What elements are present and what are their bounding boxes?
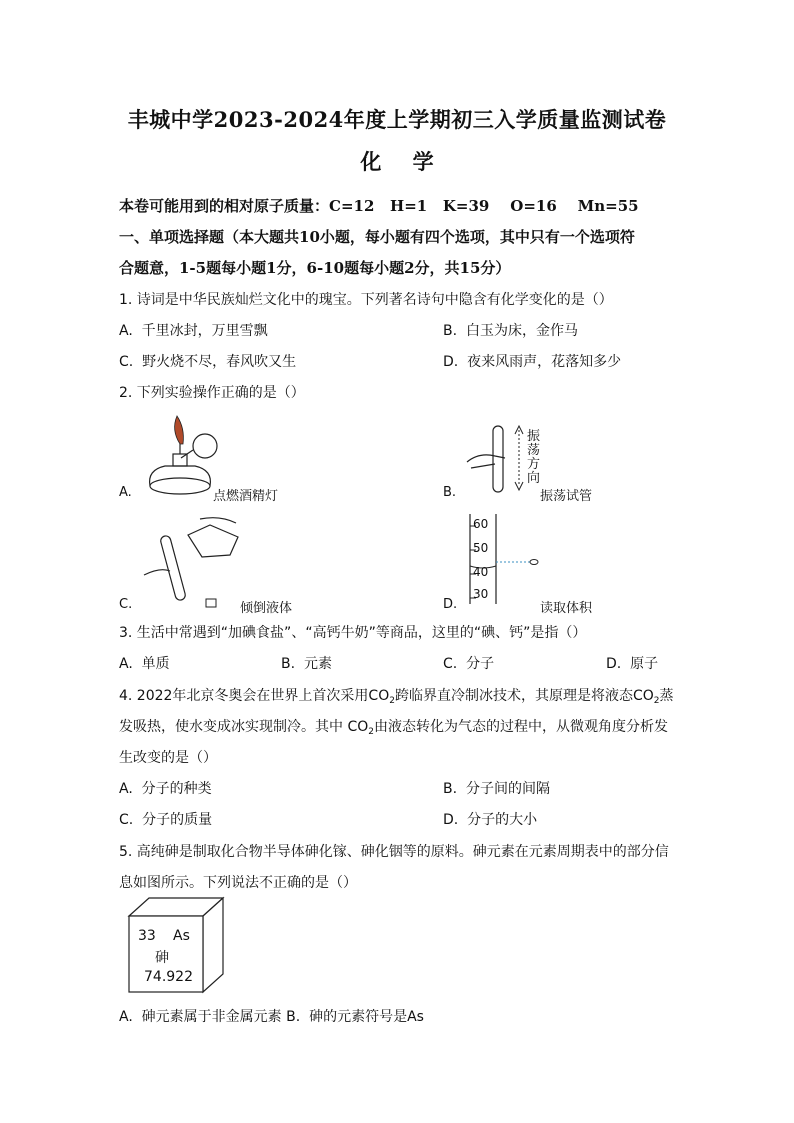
q3-stem: 3. 生活中常遇到“加碘食盐”、“高钙牛奶”等商品，这里的“碘、钙”是指（） (119, 625, 587, 641)
q4-stem-line2 (119, 716, 668, 737)
q4-sub-a: 2 (389, 696, 395, 706)
q4-l1c: 蒸 (659, 688, 674, 704)
q4-stem-line3: 生改变的是（） (119, 750, 217, 766)
q1-option-d: D. 夜来风雨声，花落知多少 (443, 354, 622, 370)
q2-d-letter: D. (443, 597, 458, 612)
q1-stem: 1. 诗词是中华民族灿烂文化中的瑰宝。下列著名诗句中隐含有化学变化的是（） (119, 292, 613, 308)
shake-direction-char-4: 向 (527, 471, 541, 486)
element-symbol: As (173, 928, 190, 944)
q2-c-letter: C. (119, 597, 133, 612)
subject-title: 化 学 (360, 149, 434, 174)
cylinder-tick-30: 30 (473, 587, 489, 601)
q2-a-caption: 点燃酒精灯 (213, 489, 279, 504)
shake-direction-char-1: 振 (527, 429, 541, 444)
q4-l1a: 4. 2022年北京冬奥会在世界上首次采用CO (119, 688, 390, 704)
q5-options-ab: A. 砷元素属于非金属元素 B. 砷的元素符号是As (119, 1009, 424, 1025)
q4-sub-b: 2 (653, 696, 660, 706)
q1-option-b: B. 白玉为床，金作马 (443, 323, 578, 339)
element-name: 砷 (155, 950, 169, 966)
q4-option-c: C. 分子的质量 (119, 812, 213, 828)
q4-l1b: 跨临界直冷制冰技术，其原理是将液态CO (394, 688, 654, 704)
q2-c-caption: 倾倒液体 (240, 601, 293, 616)
q4-option-d: D. 分子的大小 (443, 812, 538, 828)
section1-heading-line2: 合题意，1-5题每小题1分，6-10题每小题2分，共15分） (119, 259, 511, 277)
q2-d-caption: 读取体积 (540, 601, 593, 616)
element-atomic-mass: 74.922 (144, 969, 193, 985)
atomic-masses: 本卷可能用到的相对原子质量：C=12 H=1 K=39 O=16 Mn=55 (119, 197, 639, 215)
exam-title: 丰城中学2023-2024年度上学期初三入学质量监测试卷 (127, 107, 667, 132)
section1-heading-line1: 一、单项选择题（本大题共10小题，每小题有四个选项，其中只有一个选项符 (119, 228, 635, 246)
q3-option-d: D. 原子 (606, 656, 659, 672)
q2-stem: 2. 下列实验操作正确的是（） (119, 385, 305, 401)
q2-a-letter: A. (119, 485, 132, 500)
q4-option-a: A. 分子的种类 (119, 781, 212, 797)
q1-option-c: C. 野火烧不尽，春风吹又生 (119, 354, 297, 370)
cylinder-tick-40: 40 (473, 565, 489, 579)
shake-direction-char-3: 方 (527, 457, 541, 472)
q4-sub-c: 2 (368, 727, 374, 737)
q2-b-letter: B. (443, 485, 457, 500)
q4-option-b: B. 分子间的间隔 (443, 781, 550, 797)
cylinder-tick-60: 60 (473, 517, 489, 531)
pouring-liquid-illustration (140, 515, 250, 610)
q4-stem-line1 (119, 685, 674, 706)
alcohol-lamp-illustration (135, 410, 225, 500)
cylinder-tick-50: 50 (473, 541, 489, 555)
q2-b-caption: 振荡试管 (540, 489, 593, 504)
shake-direction-char-2: 荡 (527, 443, 541, 458)
q4-l2: 发吸热，使水变成冰实现制冷。其中 CO (119, 719, 369, 735)
q1-option-a: A. 千里冰封，万里雪飘 (119, 323, 268, 339)
element-atomic-number: 33 (138, 928, 156, 944)
q5-stem-line1: 5. 高纯砷是制取化合物半导体砷化镓、砷化铟等的原料。砷元素在元素周期表中的部分信 (119, 844, 669, 860)
q3-option-c: C. 分子 (443, 656, 495, 672)
q5-stem-line2: 息如图所示。下列说法不正确的是（） (119, 875, 357, 891)
q3-option-a: A. 单质 (119, 656, 170, 672)
q4-l2b: 由液态转化为气态的过程中，从微观角度分析发 (373, 719, 668, 735)
q3-option-b: B. 元素 (281, 656, 332, 672)
shake-direction-label (527, 430, 541, 486)
